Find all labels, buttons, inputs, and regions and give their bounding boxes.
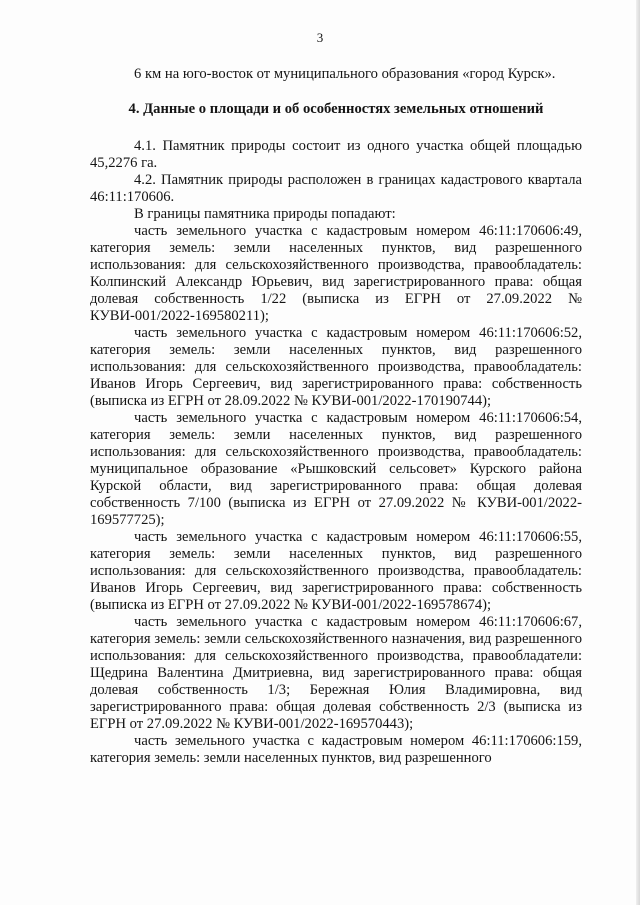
document-body xyxy=(90,66,582,767)
paragraph-plot-67: часть земельного участка с кадастровым номером 46:11:170606:67, категория земель: земли сельскохозяйственного назначения, вид разрешенного использования: для сельскохозяйственного производства, правообладатели: Щедрина Валентина Дмитриевна, вид зарегистрированного права: общая долевая собственность 1/3; Бережная Юлия Владимировна, вид зарегистрированного права: общая долевая собственность 2/3 (выписка из ЕГРН от 27.09.2022 № КУВИ-001/2022-169570443); xyxy=(90,614,582,732)
paragraph-plot-159: часть земельного участка с кадастровым номером 46:11:170606:159, категория земель: земли населенных пунктов, вид разрешенного xyxy=(90,733,582,766)
section-heading: 4. Данные о площади и об особенностях земельных отношений xyxy=(128,101,544,117)
scan-edge xyxy=(636,0,640,905)
paragraph-plot-49: часть земельного участка с кадастровым номером 46:11:170606:49, категория земель: земли населенных пунктов, вид разрешенного использования: для сельскохозяйственного производства, правообладатель: Колпинский Александр Юрьевич, вид зарегистрированного права: общая долевая собственность 1/22 (выписка из ЕГРН от 27.09.2022 № КУВИ-001/2022-169580211); xyxy=(90,223,582,324)
paragraph-plot-54: часть земельного участка с кадастровым номером 46:11:170606:54, категория земель: земли населенных пунктов, вид разрешенного использования: для сельскохозяйственного производства, правообладатель: муниципальное образование «Рышковский сельсовет» Курского района Курской области, вид зарегистрированного права: общая долевая собственность 7/100 (выписка из ЕГРН от 27.09.2022 № КУВИ-001/2022-169577725); xyxy=(90,410,582,528)
paragraph-area: 4.1. Памятник природы состоит из одного участка общей площадью 45,2276 га. xyxy=(90,138,582,171)
paragraph-plot-52: часть земельного участка с кадастровым номером 46:11:170606:52, категория земель: земли населенных пунктов, вид разрешенного использования: для сельскохозяйственного производства, правообладатель: Иванов Игорь Сергеевич, вид зарегистрированного права: собственность (выписка из ЕГРН от 28.09.2022 № КУВИ-001/2022-170190744); xyxy=(90,325,582,409)
paragraph-intro: В границы памятника природы попадают: xyxy=(134,206,396,222)
page-number: 3 xyxy=(316,30,324,45)
paragraph-plot-55: часть земельного участка с кадастровым номером 46:11:170606:55, категория земель: земли населенных пунктов, вид разрешенного использования: для сельскохозяйственного производства, правообладатель: Иванов Игорь Сергеевич, вид зарегистрированного права: собственность (выписка из ЕГРН от 27.09.2022 № КУВИ-001/2022-169578674); xyxy=(90,529,582,613)
paragraph-quarter: 4.2. Памятник природы расположен в границах кадастрового квартала 46:11:170606. xyxy=(90,172,582,205)
paragraph-location: 6 км на юго-восток от муниципального образования «город Курск». xyxy=(134,66,556,82)
